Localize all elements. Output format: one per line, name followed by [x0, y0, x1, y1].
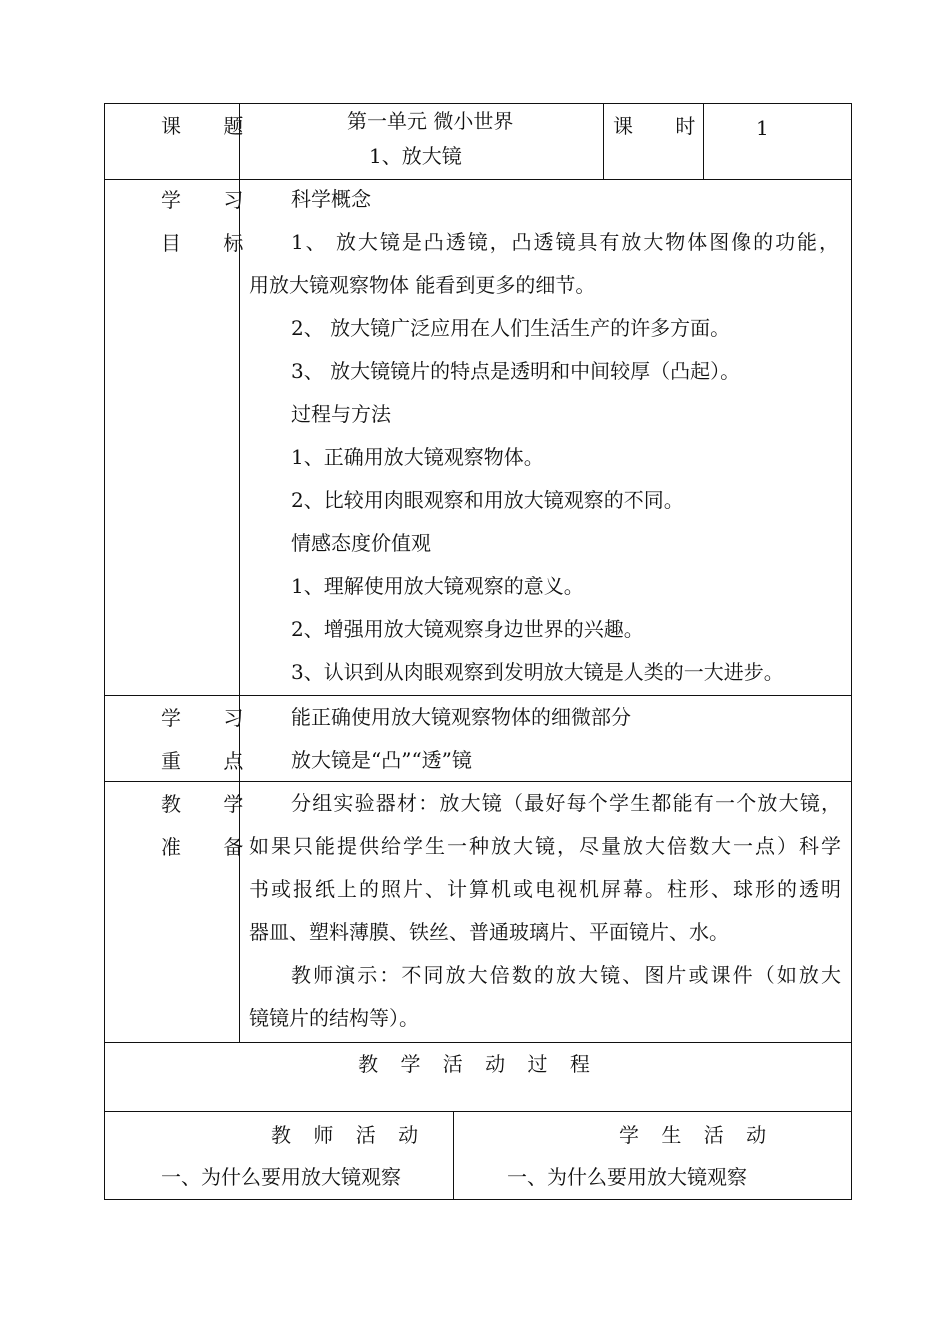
- teacher-activity-header: 教 师 活 动: [271, 1123, 427, 1147]
- preparation-label-line2: 准 备: [161, 835, 262, 859]
- right-border-extra: [851, 104, 852, 1199]
- objectives-heading-concept: 科学概念: [291, 187, 371, 211]
- preparation-line: 镜镜片的结构等）。: [249, 1006, 419, 1030]
- topic-lesson: 1、放大镜: [369, 144, 462, 168]
- row-divider: [105, 1111, 851, 1112]
- preparation-label-line1: 教 学: [161, 792, 262, 816]
- preparation-line: 器皿、塑料薄膜、铁丝、普通玻璃片、平面镜片、水。: [249, 920, 729, 944]
- row-divider: [105, 1042, 851, 1043]
- topic-unit: 第一单元 微小世界: [347, 109, 514, 133]
- preparation-line: 教师演示：不同放大倍数的放大镜、图片或课件（如放大: [291, 963, 841, 987]
- hours-value: 1: [756, 116, 769, 140]
- preparation-content: [249, 782, 841, 1040]
- objective-line: 2、增强用放大镜观察身边世界的兴趣。: [291, 617, 644, 641]
- objectives-label-line1: 学 习: [161, 188, 262, 212]
- keypoint-line: 放大镜是“凸”“透”镜: [291, 748, 472, 772]
- column-divider: [453, 1111, 454, 1199]
- student-activity-header: 学 生 活 动: [619, 1123, 775, 1147]
- keypoint-line: 能正确使用放大镜观察物体的细微部分: [291, 705, 631, 729]
- objectives-heading-process: 过程与方法: [291, 402, 391, 426]
- objective-line: 用放大镜观察物体 能看到更多的细节。: [249, 273, 596, 297]
- keypoints-label-line2: 重 点: [161, 749, 262, 773]
- keypoints-content: [249, 696, 839, 782]
- preparation-line: 分组实验器材：放大镜（最好每个学生都能有一个放大镜，: [291, 791, 841, 815]
- teacher-activity-item: 一、为什么要用放大镜观察: [161, 1165, 401, 1189]
- preparation-line: 书或报纸上的照片、计算机或电视机屏幕。柱形、球形的透明: [249, 877, 841, 901]
- topic-label: 课 题: [161, 114, 262, 138]
- objectives-heading-attitude: 情感态度价值观: [291, 531, 431, 555]
- objective-line: 2、 放大镜广泛应用在人们生活生产的许多方面。: [291, 316, 731, 340]
- objective-line: 1、 放大镜是凸透镜，凸透镜具有放大物体图像的功能，: [291, 230, 839, 254]
- student-activity-item: 一、为什么要用放大镜观察: [507, 1165, 747, 1189]
- objective-line: 1、正确用放大镜观察物体。: [291, 445, 544, 469]
- hours-label: 课 时: [613, 114, 714, 138]
- objective-line: 3、 放大镜镜片的特点是透明和中间较厚（凸起）。: [291, 359, 741, 383]
- keypoints-label-line1: 学 习: [161, 706, 262, 730]
- lesson-plan-table: [104, 103, 852, 1200]
- objective-line: 2、比较用肉眼观察和用放大镜观察的不同。: [291, 488, 684, 512]
- preparation-line: 如果只能提供给学生一种放大镜，尽量放大倍数大一点）科学: [249, 834, 841, 858]
- objective-line: 1、理解使用放大镜观察的意义。: [291, 574, 584, 598]
- objectives-content: [249, 178, 839, 694]
- column-divider: [603, 104, 604, 179]
- objectives-label-line2: 目 标: [161, 231, 262, 255]
- process-title: 教 学 活 动 过 程: [358, 1052, 598, 1076]
- objective-line: 3、认识到从肉眼观察到发明放大镜是人类的一大进步。: [291, 660, 784, 684]
